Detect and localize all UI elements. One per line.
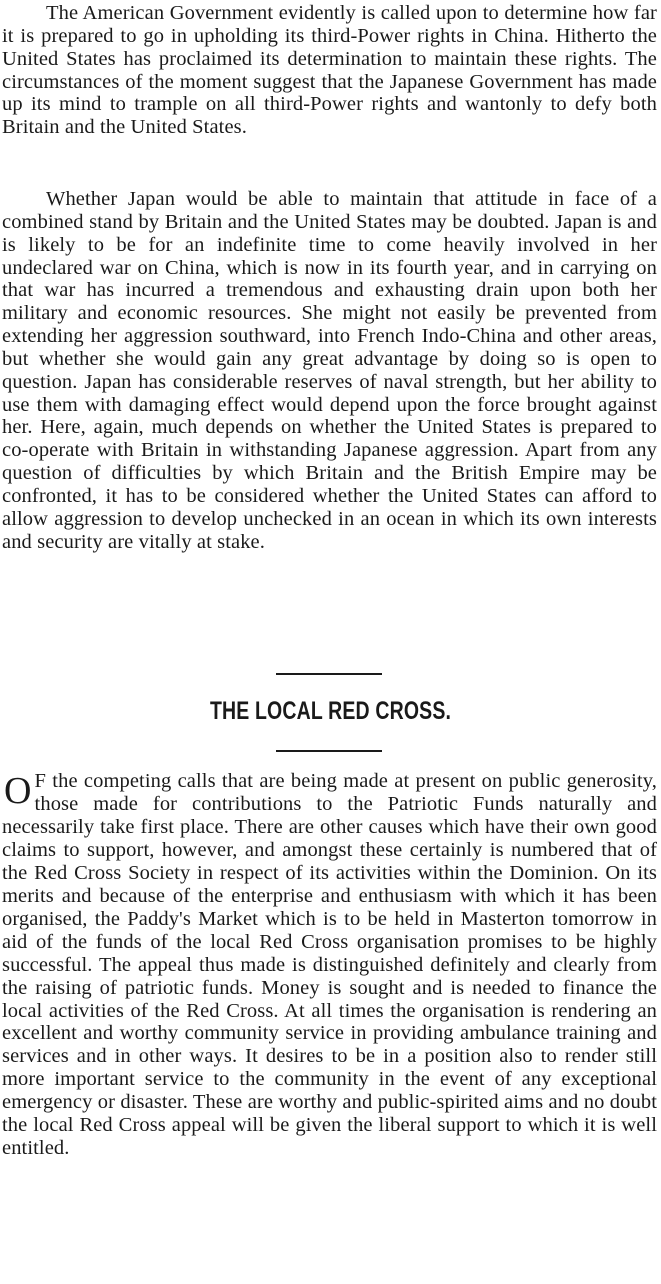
article-paragraph-1: The American Government evidently is called upon to determine how far it is prepared to go in upholding its third-Power rights in China. Hitherto the United States has proclaimed its determination to maintain these rights. The circumstances of the moment suggest that the Japanese Government has made up its mind to trample on all third-Power rights and wantonly to defy both Britain and the United States. [2,2,657,139]
drop-cap: O [4,770,32,812]
red-cross-paragraph-text: F the competing calls that are being made at present on public generosity, those made for contributions to the Patriotic Funds naturally and necessarily take first place. There are other causes which have their own good claims to support, however, and amongst these certainly is numbered that of the Red Cross Society in respect of its activities within the Dominion. On its merits and because of the enterprise and enthusiasm with which it has been organised, the Paddy's Market which is to be held in Masterton tomorrow in aid of the funds of the local Red Cross organisation promises to be highly successful. The appeal thus made is distinguished definitely and clearly from the raising of patriotic funds. Money is sought and is needed to finance the local activities of the Red Cross. At all times the organisation is rendering an excellent and worthy community service in providing ambulance training and services and in other ways. It desires to be in a position also to render still more important service to the community in the event of any exceptional emergency or disaster. These are worthy and public-spirited aims and no doubt the local Red Cross appeal will be given the liberal support to which it is well entitled. [2,770,657,1160]
red-cross-paragraph [0,770,661,1160]
section-heading: THE LOCAL RED CROSS. [209,697,452,725]
heading-rule-bottom [276,750,382,752]
heading-rule-top [276,673,382,675]
article-paragraph-2: Whether Japan would be able to maintain that attitude in face of a combined stand by Britain and the United States may be doubted. Japan is and is likely to be for an indefinite time to come heavily involved in her undeclared war on China, which is now in its fourth year, and in carrying on that war has incurred a tremendous and exhausting drain upon both her military and economic resources. She might not easily be prevented from extending her aggression southward, into French Indo-China and other areas, but whether she would gain any great advantage by doing so is open to question. Japan has considerable reserves of naval strength, but her ability to use them with damaging effect would depend upon the force brought against her. Here, again, much depends on whether the United States is prepared to co-operate with Britain in withstanding Japanese aggression. Apart from any question of difficulties by which Britain and the British Empire may be confronted, it has to be considered whether the United States can afford to allow aggression to develop unchecked in an ocean in which its own interests and security are vitally at stake. [2,188,657,553]
